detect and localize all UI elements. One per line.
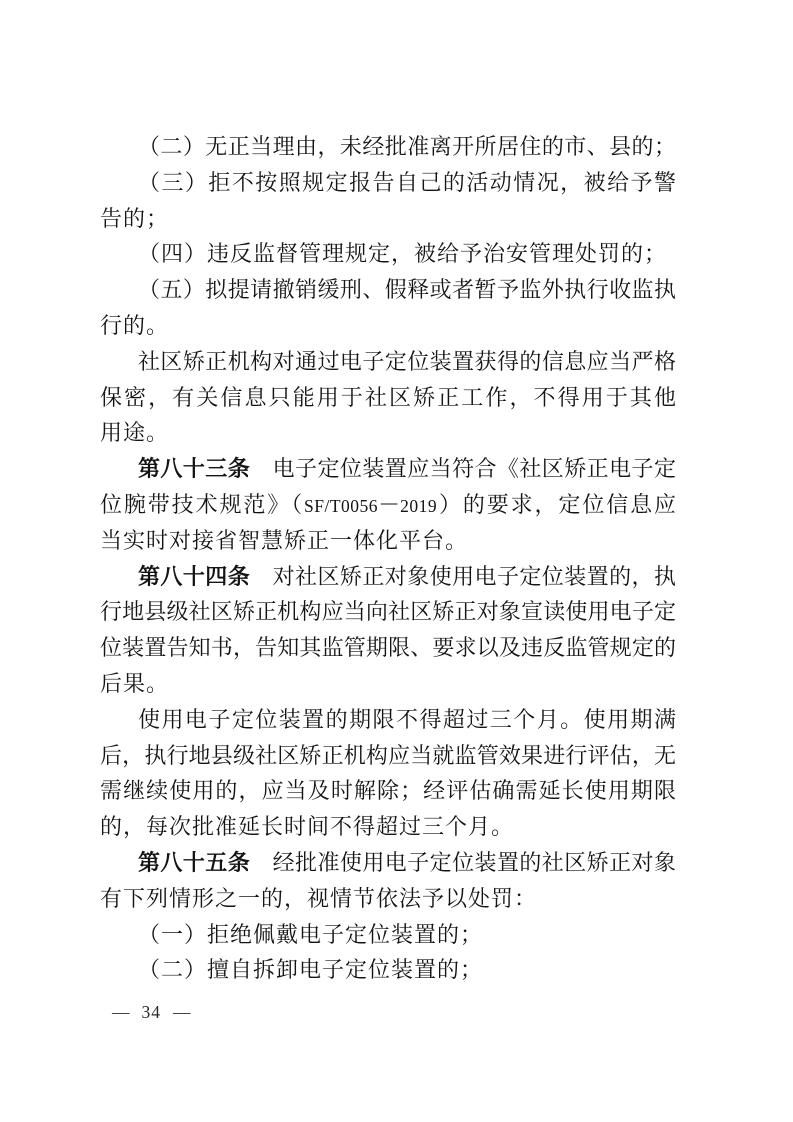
page-number-footer xyxy=(112,1001,191,1023)
article-number: 第八十五条 xyxy=(138,849,251,875)
footer-left-dash: — xyxy=(112,1002,130,1022)
text-line xyxy=(100,630,676,666)
text-line xyxy=(100,881,676,917)
text-line xyxy=(100,165,676,201)
text-segment: （四）违反监督管理规定，被给予治安管理处罚的； xyxy=(138,241,668,267)
footer-right-dash: — xyxy=(173,1002,191,1022)
text-segment: 当实时对接省智慧矫正一体化平台。 xyxy=(100,527,469,553)
text-segment: 用途。 xyxy=(100,420,170,446)
text-line xyxy=(100,738,676,774)
text-line xyxy=(100,666,676,702)
text-segment: 位装置告知书，告知其监管期限、要求以及违反监管规定的 xyxy=(100,635,676,661)
text-segment: 电子定位装置应当符合《社区矫正电子定 xyxy=(250,456,676,482)
latin-text: SF/T0056 xyxy=(304,495,379,516)
text-segment: 保密，有关信息只能用于社区矫正工作，不得用于其他 xyxy=(100,384,676,410)
text-segment: （二）擅自拆卸电子定位装置的； xyxy=(138,957,484,983)
text-line xyxy=(100,451,676,487)
text-line xyxy=(100,845,676,881)
text-line xyxy=(100,952,676,988)
text-line xyxy=(100,773,676,809)
text-line xyxy=(100,236,676,272)
page-number: 34 xyxy=(141,1002,161,1022)
text-segment: （一）拒绝佩戴电子定位装置的； xyxy=(138,921,484,947)
text-segment: 位腕带技术规范》（SF/T0056－2019）的要求，定位信息应 xyxy=(100,491,676,517)
text-segment: 经批准使用电子定位装置的社区矫正对象 xyxy=(250,849,676,875)
text-line xyxy=(100,917,676,953)
text-segment: 后果。 xyxy=(100,670,170,696)
latin-text: 2019 xyxy=(400,495,438,516)
document-text-block xyxy=(100,129,676,988)
text-line xyxy=(100,344,676,380)
text-line xyxy=(100,523,676,559)
text-line xyxy=(100,380,676,416)
text-line xyxy=(100,594,676,630)
text-segment: 需继续使用的，应当及时解除；经评估确需延长使用期限 xyxy=(100,778,676,804)
text-segment: （三）拒不按照规定报告自己的活动情况，被给予警 xyxy=(138,169,676,195)
text-line xyxy=(100,129,676,165)
article-number: 第八十三条 xyxy=(138,456,251,482)
text-line xyxy=(100,809,676,845)
text-segment: （五）拟提请撤销缓刑、假释或者暂予监外执行收监执 xyxy=(138,277,676,303)
text-segment: 后，执行地县级社区矫正机构应当就监管效果进行评估，无 xyxy=(100,742,676,768)
text-segment: 告的； xyxy=(100,205,170,231)
text-segment: 有下列情形之一的，视情节依法予以处罚： xyxy=(100,885,538,911)
text-segment: 使用电子定位装置的期限不得超过三个月。使用期满 xyxy=(138,706,676,732)
text-segment: 社区矫正机构对通过电子定位装置获得的信息应当严格 xyxy=(138,348,676,374)
text-line xyxy=(100,559,676,595)
article-number: 第八十四条 xyxy=(138,563,251,589)
text-line xyxy=(100,487,676,523)
text-line xyxy=(100,702,676,738)
text-segment: 的，每次批准延长时间不得超过三个月。 xyxy=(100,814,515,840)
text-line xyxy=(100,201,676,237)
text-segment: （二）无正当理由，未经批准离开所居住的市、县的； xyxy=(138,134,676,159)
text-line xyxy=(100,308,676,344)
text-segment: 行的。 xyxy=(100,312,170,338)
text-segment: 对社区矫正对象使用电子定位装置的，执 xyxy=(250,563,676,589)
text-line xyxy=(100,415,676,451)
text-segment: 行地县级社区矫正机构应当向社区矫正对象宣读使用电子定 xyxy=(100,599,676,625)
text-line xyxy=(100,272,676,308)
